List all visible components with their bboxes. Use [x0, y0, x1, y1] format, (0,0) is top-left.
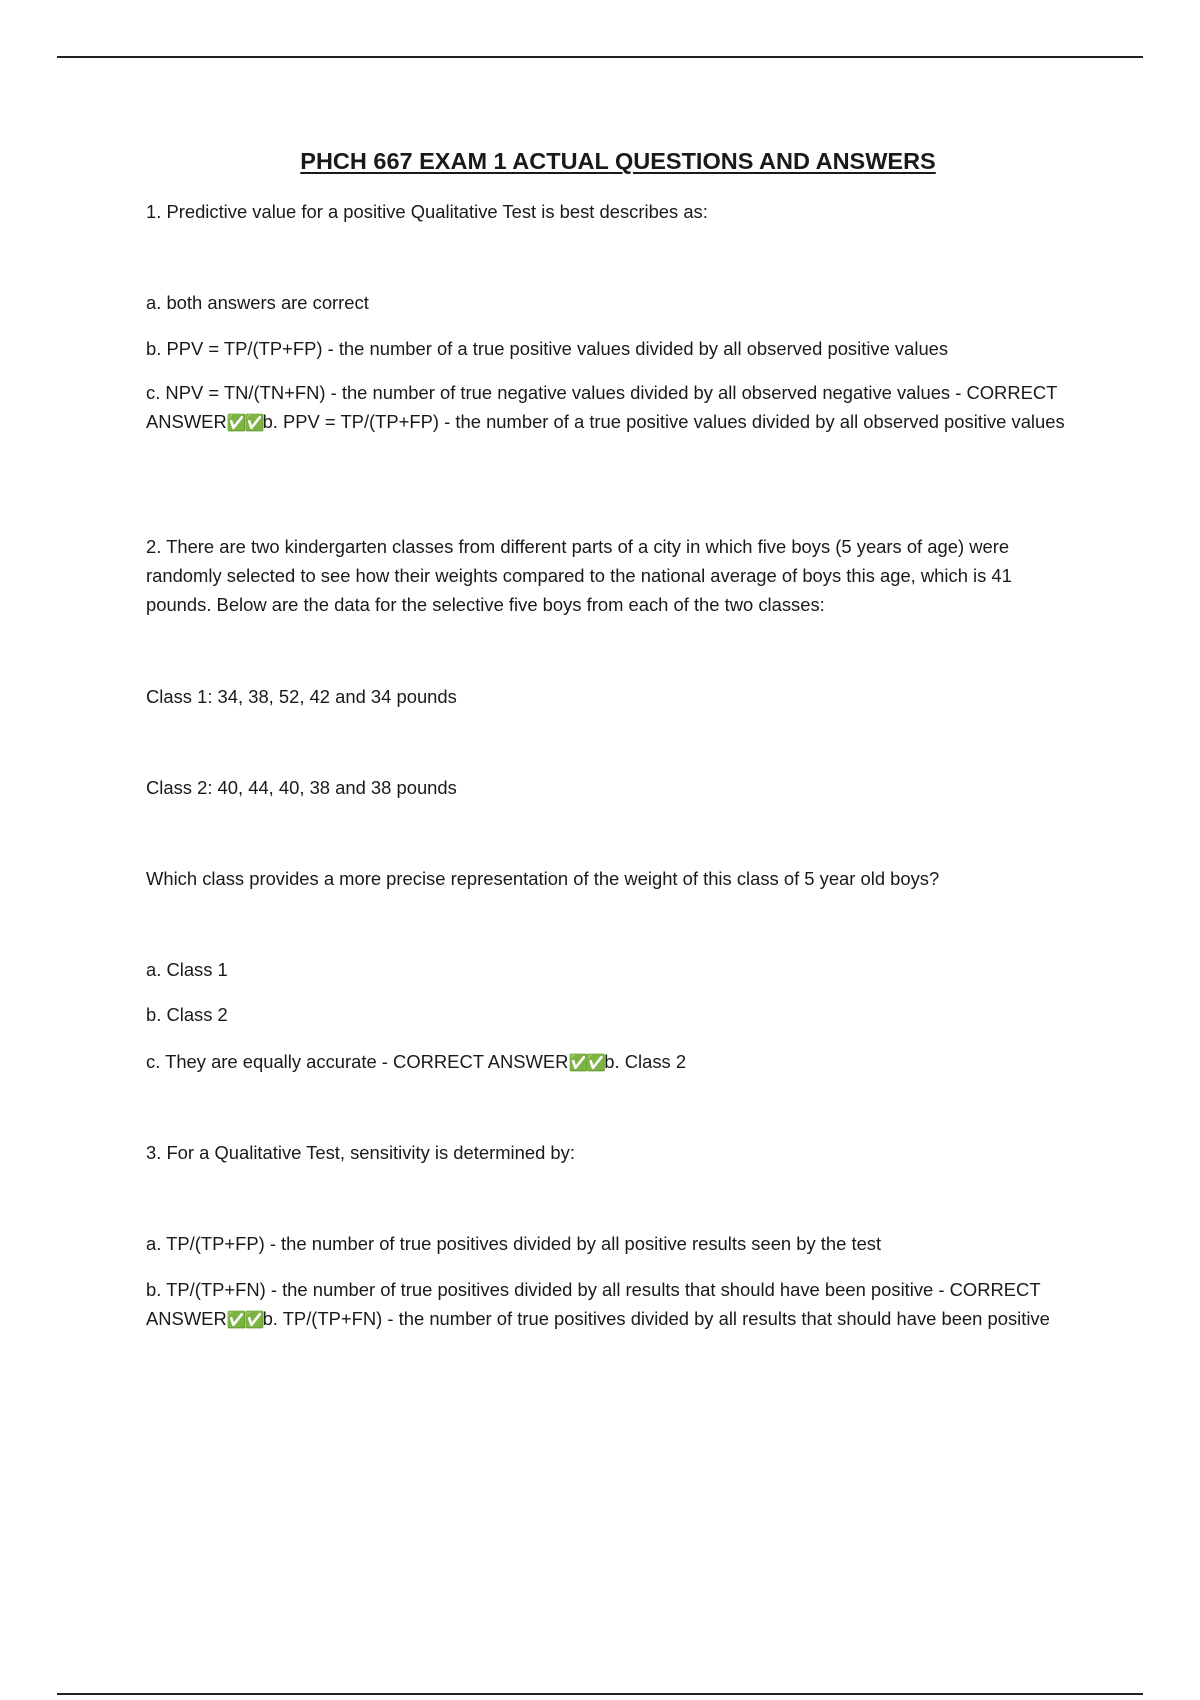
q3-option-b [146, 1275, 1071, 1334]
checkmark-icon: ✅✅ [226, 1310, 263, 1329]
q2-option-a: a. Class 1 [146, 959, 228, 980]
q1-option-c [146, 378, 1071, 437]
q2-class2-data: Class 2: 40, 44, 40, 38 and 38 pounds [146, 777, 457, 798]
top-rule [57, 56, 1143, 58]
q2-correct-answer: b. Class 2 [604, 1051, 687, 1072]
document-title: PHCH 667 EXAM 1 ACTUAL QUESTIONS AND ANSWERS [300, 148, 936, 174]
q2-option-b: b. Class 2 [146, 1004, 228, 1025]
checkmark-icon: ✅✅ [226, 413, 263, 432]
q3-question: 3. For a Qualitative Test, sensitivity is determined by: [146, 1142, 575, 1163]
q2-class1-data: Class 1: 34, 38, 52, 42 and 34 pounds [146, 686, 457, 707]
q2-option-c [146, 1047, 1071, 1077]
q3-option-b-text: b. TP/(TP+FN) - the number of true positives divided by all results that should have been positive - CORRECT ANSWER [146, 1279, 1041, 1329]
q2-option-c-text: c. They are equally accurate - CORRECT ANSWER [146, 1051, 569, 1072]
q1-option-b: b. PPV = TP/(TP+FP) - the number of a true positive values divided by all observed positive values [146, 338, 949, 359]
q2-prompt: Which class provides a more precise representation of the weight of this class of 5 year old boys? [146, 868, 940, 889]
q1-question: 1. Predictive value for a positive Qualitative Test is best describes as: [146, 201, 708, 222]
q1-correct-answer: b. PPV = TP/(TP+FP) - the number of a true positive values divided by all observed positive values [262, 411, 1065, 432]
q1-option-c-text: c. NPV = TN/(TN+FN) - the number of true negative values divided by all observed negative values - CORRECT ANSWER [146, 382, 1058, 432]
q3-correct-answer: b. TP/(TP+FN) - the number of true positives divided by all results that should have been positive [262, 1308, 1050, 1329]
q3-option-a: a. TP/(TP+FP) - the number of true positives divided by all positive results seen by the test [146, 1233, 882, 1254]
q1-option-a: a. both answers are correct [146, 292, 369, 313]
q2-question: 2. There are two kindergarten classes from different parts of a city in which five boys (5 years of age) were randomly selected to see how their weights compared to the national average of boys this age, which is 41 pounds. Below are the data for the selective five boys from each of the two classes: [146, 536, 1012, 615]
checkmark-icon: ✅✅ [568, 1053, 605, 1072]
bottom-rule [57, 1693, 1143, 1695]
